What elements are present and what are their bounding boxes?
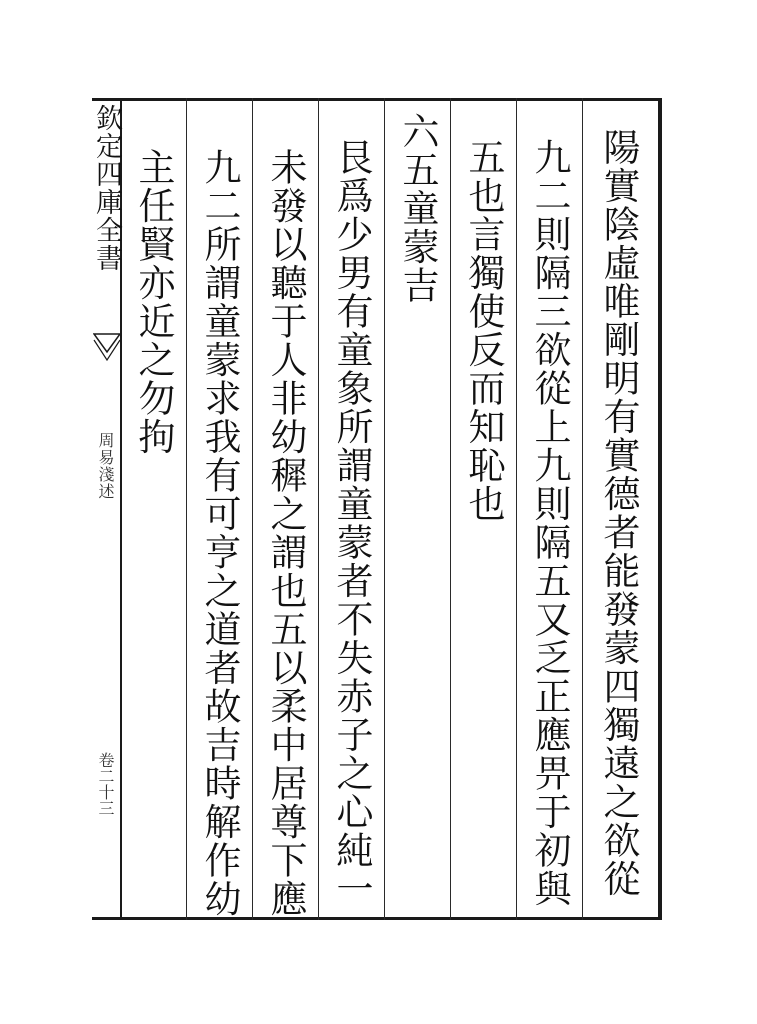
text-column-7: 九二所謂童蒙求我有可亨之道者故吉時解作幼 [198,148,241,918]
text-column-4-heading: 六五童蒙吉 [396,112,439,305]
book-title: 周易淺述 [96,432,115,500]
text-column-5: 艮爲少男有童象所謂童蒙者不失赤子之心純一 [330,138,373,908]
text-column-3: 五也言獨使反而知恥也 [462,138,505,523]
text-column-2: 九二則隔三欲從上九則隔五又乏正應畀于初與 [528,138,571,908]
column-divider [450,98,451,920]
collection-title: 欽定四庫全書 [91,104,122,272]
text-column-6: 未發以聽于人非幼穉之謂也五以柔中居尊下應 [264,148,307,918]
column-divider [252,98,253,920]
column-divider [318,98,319,920]
fish-tail-ornament-icon [93,330,121,370]
column-divider [516,98,517,920]
page-frame [92,98,662,920]
column-divider [186,98,187,920]
text-column-1: 陽實陰虛唯剛明有實德者能發蒙四獨遠之欲從 [597,128,640,898]
page-number: 卷二十三 [96,752,115,816]
column-divider [384,98,385,920]
column-divider [582,98,583,920]
text-column-8: 主任賢亦近之勿拘 [132,148,175,456]
